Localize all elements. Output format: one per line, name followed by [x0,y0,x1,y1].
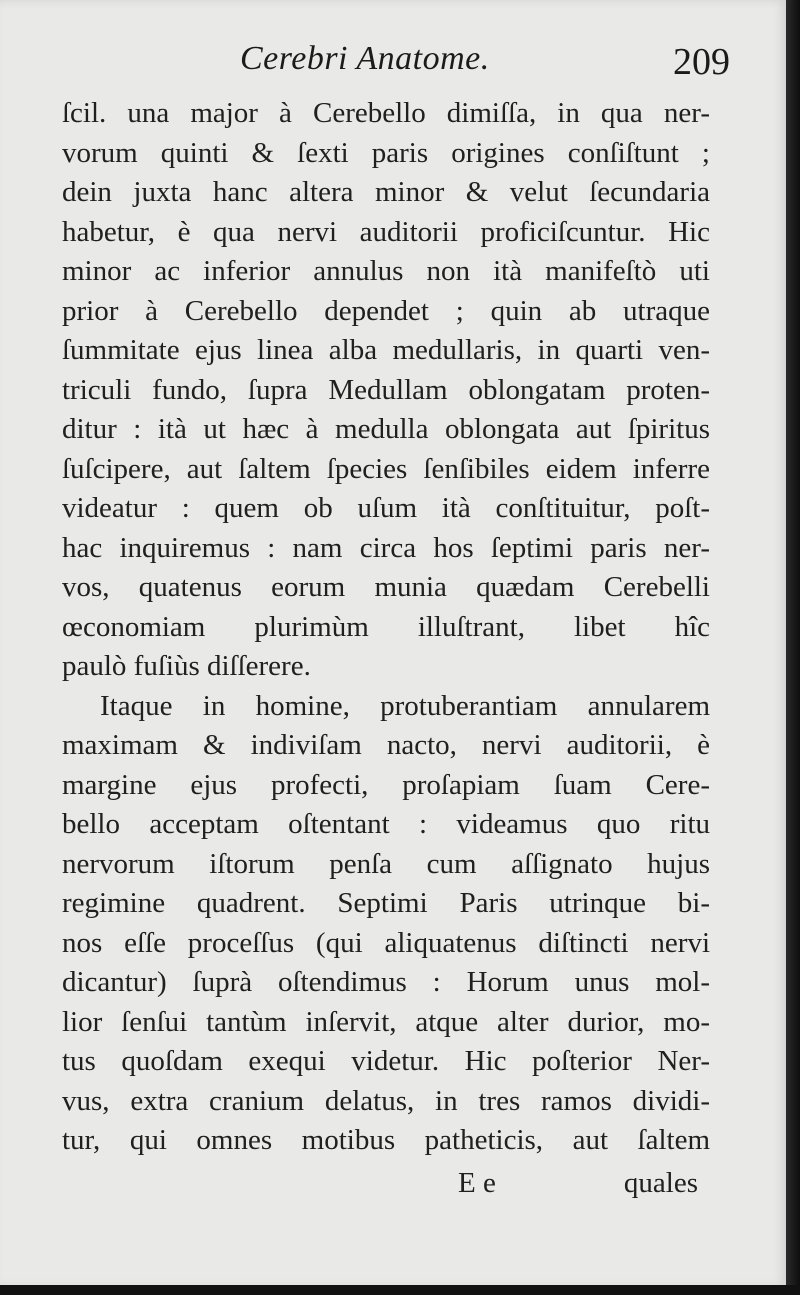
text-line: vos, quatenus eorum munia quædam Cerebelli [62,571,710,603]
text-line: nos eſſe proceſſus (qui aliquatenus diſtincti nervi [62,926,710,959]
text-line: habetur, è qua nervi auditorii proficiſcuntur. Hic [62,215,710,248]
text-line: prior à Cerebello dependet ; quin ab utraque [62,294,710,327]
text-line: regimine quadrent. Septimi Paris utrinque bi- [62,887,710,919]
text-line: dicantur) ſuprà oſtendimus : Horum unus mol- [62,966,710,998]
text-line: minor ac inferior annulus non ità manifeſtò uti [62,255,710,287]
text-line: ſcil. una major à Cerebello dimiſſa, in qua ner- [62,97,710,129]
text-line: œconomiam plurimùm illuſtrant, libet hîc [62,610,710,643]
signature-mark: E e [458,1167,496,1199]
running-head: Cerebri Anatome. [240,40,490,77]
scan-bottom-edge [0,1285,800,1295]
text-line: ſummitate ejus linea alba medullaris, in quarti ven- [62,334,710,366]
text-line: tur, qui omnes motibus patheticis, aut ſaltem [62,1124,710,1156]
text-line: margine ejus profecti, proſapiam ſuam Cere- [62,768,710,801]
text-line: videatur : quem ob uſum ità conſtituitur, poſt- [62,492,710,524]
text-line: hac inquiremus : nam circa hos ſeptimi paris ner- [62,531,710,564]
text-line: ditur : ità ut hæc à medulla oblongata aut ſpiritus [62,413,710,445]
paragraph-start-line: Itaque in homine, protuberantiam annularem [100,689,710,722]
text-line: dein juxta hanc altera minor & velut ſecundaria [62,176,710,208]
text-line: maximam & indiviſam nacto, nervi auditorii, è [62,729,710,761]
text-line: vus, extra cranium delatus, in tres ramos dividi- [62,1084,710,1117]
text-line: lior ſenſui tantùm inſervit, atque alter durior, mo- [62,1005,710,1038]
page-header [60,40,748,88]
text-line: tus quoſdam exequi videtur. Hic poſterior Ner- [62,1045,710,1077]
text-line: bello acceptam oſtentant : videamus quo ritu [62,808,710,840]
body-text [62,94,710,1161]
text-line: nervorum iſtorum penſa cum aſſignato hujus [62,847,710,880]
catchword: quales [623,1167,698,1199]
scan-edge [786,0,800,1295]
page-footer [62,1167,710,1207]
text-line: vorum quinti & ſexti paris origines conſiſtunt ; [62,136,710,169]
text-line: paulò fuſiùs diſſerere. [62,650,311,682]
page-number: 209 [673,41,730,83]
text-line: triculi fundo, ſupra Medullam oblongatam proten- [62,373,710,406]
text-line: ſuſcipere, aut ſaltem ſpecies ſenſibiles eidem inferre [62,452,710,485]
